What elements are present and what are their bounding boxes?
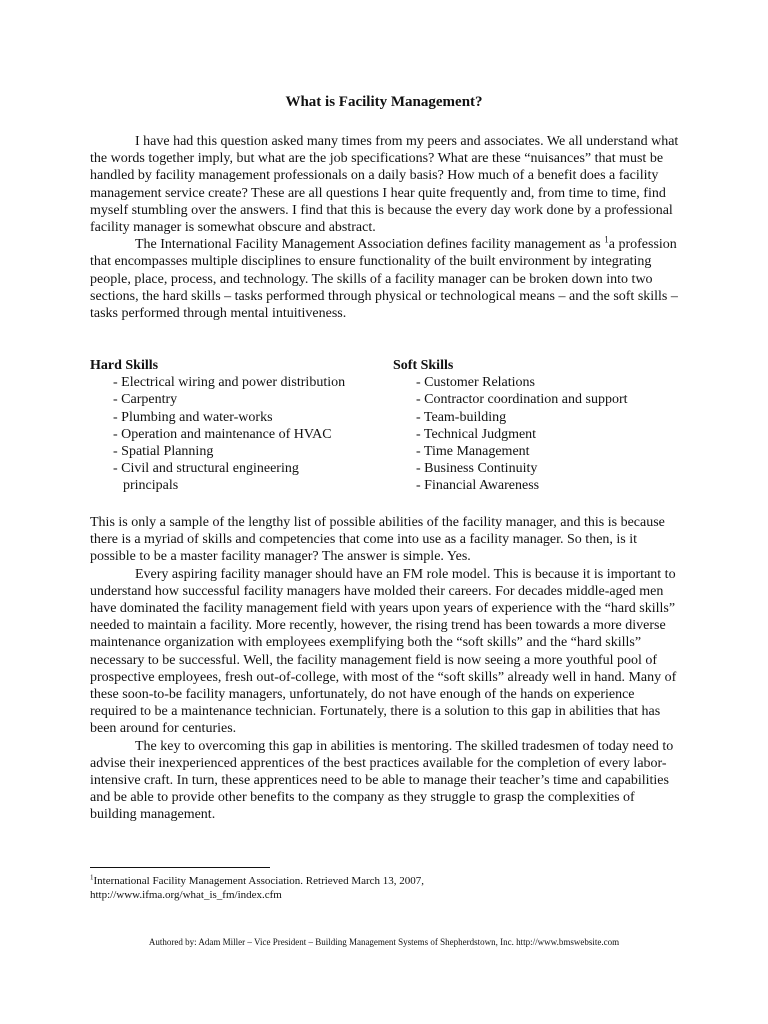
footnote — [90, 874, 690, 902]
footnote-citation: International Facility Management Association. Retrieved March 13, 2007, — [93, 875, 425, 887]
list-item: - Customer Relations — [416, 375, 535, 391]
list-item-continuation: principals — [123, 478, 179, 494]
footnote-reference: 1 — [604, 234, 609, 245]
list-item: - Time Management — [416, 444, 530, 460]
soft-skills-heading: Soft Skills — [393, 358, 454, 373]
list-item — [90, 460, 390, 494]
hard-skills-column — [90, 357, 390, 495]
list-item-text: - Civil and structural engineering — [113, 461, 299, 477]
body-paragraph-3: The key to overcoming this gap in abilities is mentoring. The skilled tradesmen of today need to advise their inexperienced apprentices of the best practices available for the completion of every labor-intensive craft. In turn, these apprentices need to be able to manage their teacher’s time and capabilities and be able to provide other benefits to the company as they struggle to grasp the complexities of building management. — [90, 738, 674, 823]
intro-section — [90, 133, 680, 322]
hard-skills-heading: Hard Skills — [90, 358, 159, 373]
intro-paragraph-1: I have had this question asked many times from my peers and associates. We all understand what the words together imply, but what are the job specifications? What are these “nuisances” that must be handled by facility management professionals on a daily basis? How much of a benefit does a facility management service create? These are all questions I hear quite frequently and, from time to time, find myself stumbling over the answers. I find that this is because the every day work done by a professional facility manager is somewhat obscure and abstract. — [90, 134, 679, 236]
list-item: - Team-building — [416, 409, 507, 425]
body-paragraph-1: This is only a sample of the lengthy list of possible abilities of the facility manager, and this is because there is a myriad of skills and competencies that come into use as a facility manager. So then, is it possible to be a master facility manager? The answer is simple. Yes. — [90, 515, 665, 565]
page-title: What is Facility Management? — [285, 94, 483, 110]
list-item: - Business Continuity — [416, 461, 538, 477]
footnote-divider — [90, 867, 270, 868]
author-credit: Authored by: Adam Miller – Vice President – Building Management Systems of Shepherdstown, Inc. http://www.bmswebsite.com — [148, 937, 620, 947]
list-item: - Operation and maintenance of HVAC — [113, 426, 332, 442]
list-item: - Technical Judgment — [416, 426, 537, 442]
footnote-url: http://www.ifma.org/what_is_fm/index.cfm — [90, 889, 282, 901]
list-item: - Electrical wiring and power distribution — [113, 375, 346, 391]
intro-paragraph-2-text-a: The International Facility Management Association defines facility management as — [135, 237, 605, 253]
body-paragraph-2: Every aspiring facility manager should have an FM role model. This is because it is important to understand how successful facility managers have molded their careers. For decades middle-aged men have dominated the facility management field with years upon years of experience with the “hard skills” needed to maintain a facility. More recently, however, the rising trend has been towards a more diverse maintenance organization with employees exemplifying both the “soft skills” and the “hard skills” necessary to be successful. Well, the facility management field is now seeing a more youthful pool of prospective employees, fresh out-of-college, with most of the “soft skills” already well in hand. Many of these soon-to-be facility managers, unfortunately, do not have enough of the hands on experience required to be a maintenance technician. Fortunately, there is a solution to this gap in abilities that has been around for centuries. — [90, 566, 677, 737]
hard-skills-list — [90, 374, 390, 494]
footnote-marker: 1 — [90, 873, 94, 882]
list-item: - Spatial Planning — [113, 444, 214, 460]
main-body-section — [90, 514, 680, 824]
intro-paragraph-2 — [90, 236, 680, 322]
list-item: - Plumbing and water-works — [113, 409, 273, 425]
footnote-line-1 — [90, 874, 690, 888]
soft-skills-list — [393, 374, 693, 494]
list-item: - Carpentry — [113, 392, 178, 408]
soft-skills-column — [393, 357, 693, 495]
list-item: - Financial Awareness — [416, 478, 540, 494]
intro-paragraph-2-text-b: a profession that encompasses multiple disciplines to ensure functionality of the built environment by integrating people, place, process, and technology. The skills of a facility manager can be broken down into two sections, the hard skills – tasks performed through physical or technological means – and the soft skills – tasks performed through mental intuitiveness. — [90, 237, 678, 322]
list-item: - Contractor coordination and support — [416, 392, 628, 408]
